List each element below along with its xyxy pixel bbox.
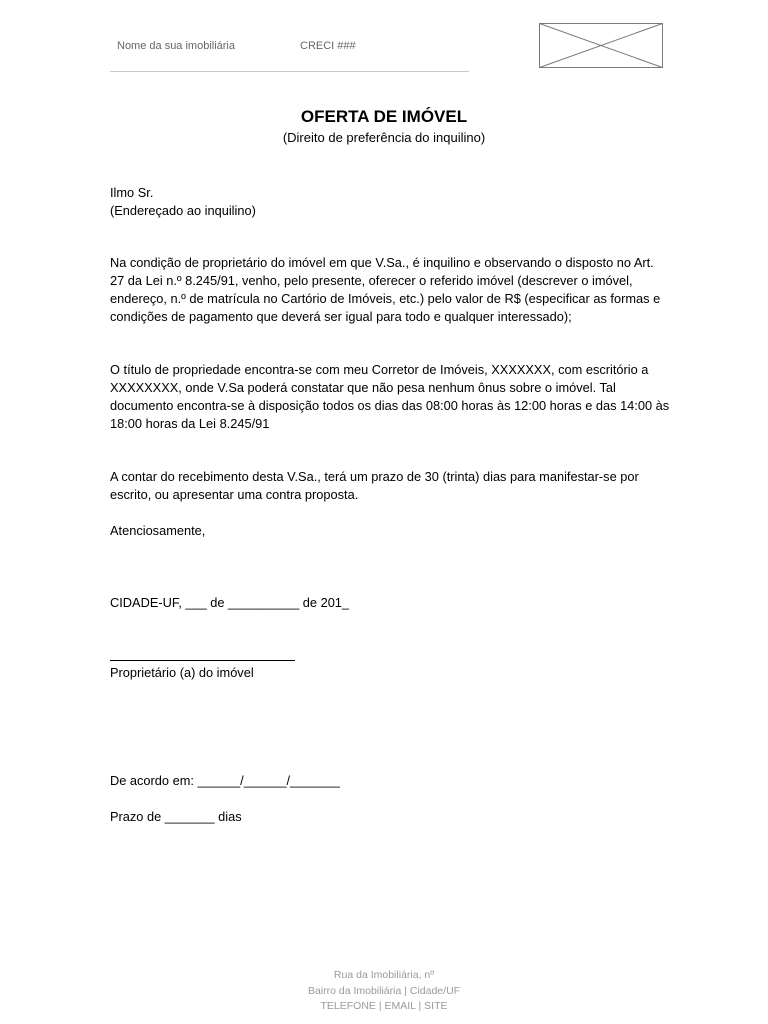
footer-district: Bairro da Imobiliária | Cidade/UF [307, 985, 461, 997]
footer-contacts: TELEFONE | EMAIL | SITE [320, 1000, 448, 1012]
footer-address: Rua da Imobiliária, nº [333, 969, 435, 981]
closing: Atenciosamente, [110, 523, 206, 538]
creci-number: CRECI ### [300, 40, 356, 52]
paragraph-title-deed: O título de propriedade encontra-se com meu Corretor de Imóveis, XXXXXXX, com escritório a XXXXXXXX, onde V.Sa poderá constatar que não pesa nenhum ônus sobre o imóvel. Tal documento encontra-se à disposição todos os dias das 08:00 horas às 12:00 horas e das 14:00 às 18:00 horas da Lei 8.245/91 [110, 362, 670, 431]
city-date-line: CIDADE-UF, ___ de __________ de 201_ [110, 595, 350, 610]
document-subtitle: (Direito de preferência do inquilino) [282, 130, 486, 145]
header-divider [110, 71, 469, 72]
agreement-date: De acordo em: ______/______/_______ [110, 773, 340, 788]
agency-name: Nome da sua imobiliária [117, 40, 235, 52]
logo-placeholder-icon [539, 23, 663, 68]
deadline-days: Prazo de _______ dias [110, 809, 242, 824]
paragraph-deadline: A contar do recebimento desta V.Sa., terá um prazo de 30 (trinta) dias para manifestar-se por escrito, ou apresentar uma contra proposta. [110, 469, 639, 502]
paragraph-offer: Na condição de proprietário do imóvel em que V.Sa., é inquilino e observando o disposto no Art. 27 da Lei n.º 8.245/91, venho, pelo presente, oferecer o referido imóvel (descrever o imóvel, endereço, n.º de matrícula no Cartório de Imóveis, etc.) pelo valor de R$ (especificar as formas e condições de pagamento que deverá ser igual para todo e qualquer interessado); [110, 255, 661, 324]
salutation: Ilmo Sr. (Endereçado ao inquilino) [110, 185, 256, 218]
document-title: OFERTA DE IMÓVEL [300, 107, 468, 126]
signature-line [110, 660, 295, 661]
signature-label: Proprietário (a) do imóvel [110, 665, 254, 680]
